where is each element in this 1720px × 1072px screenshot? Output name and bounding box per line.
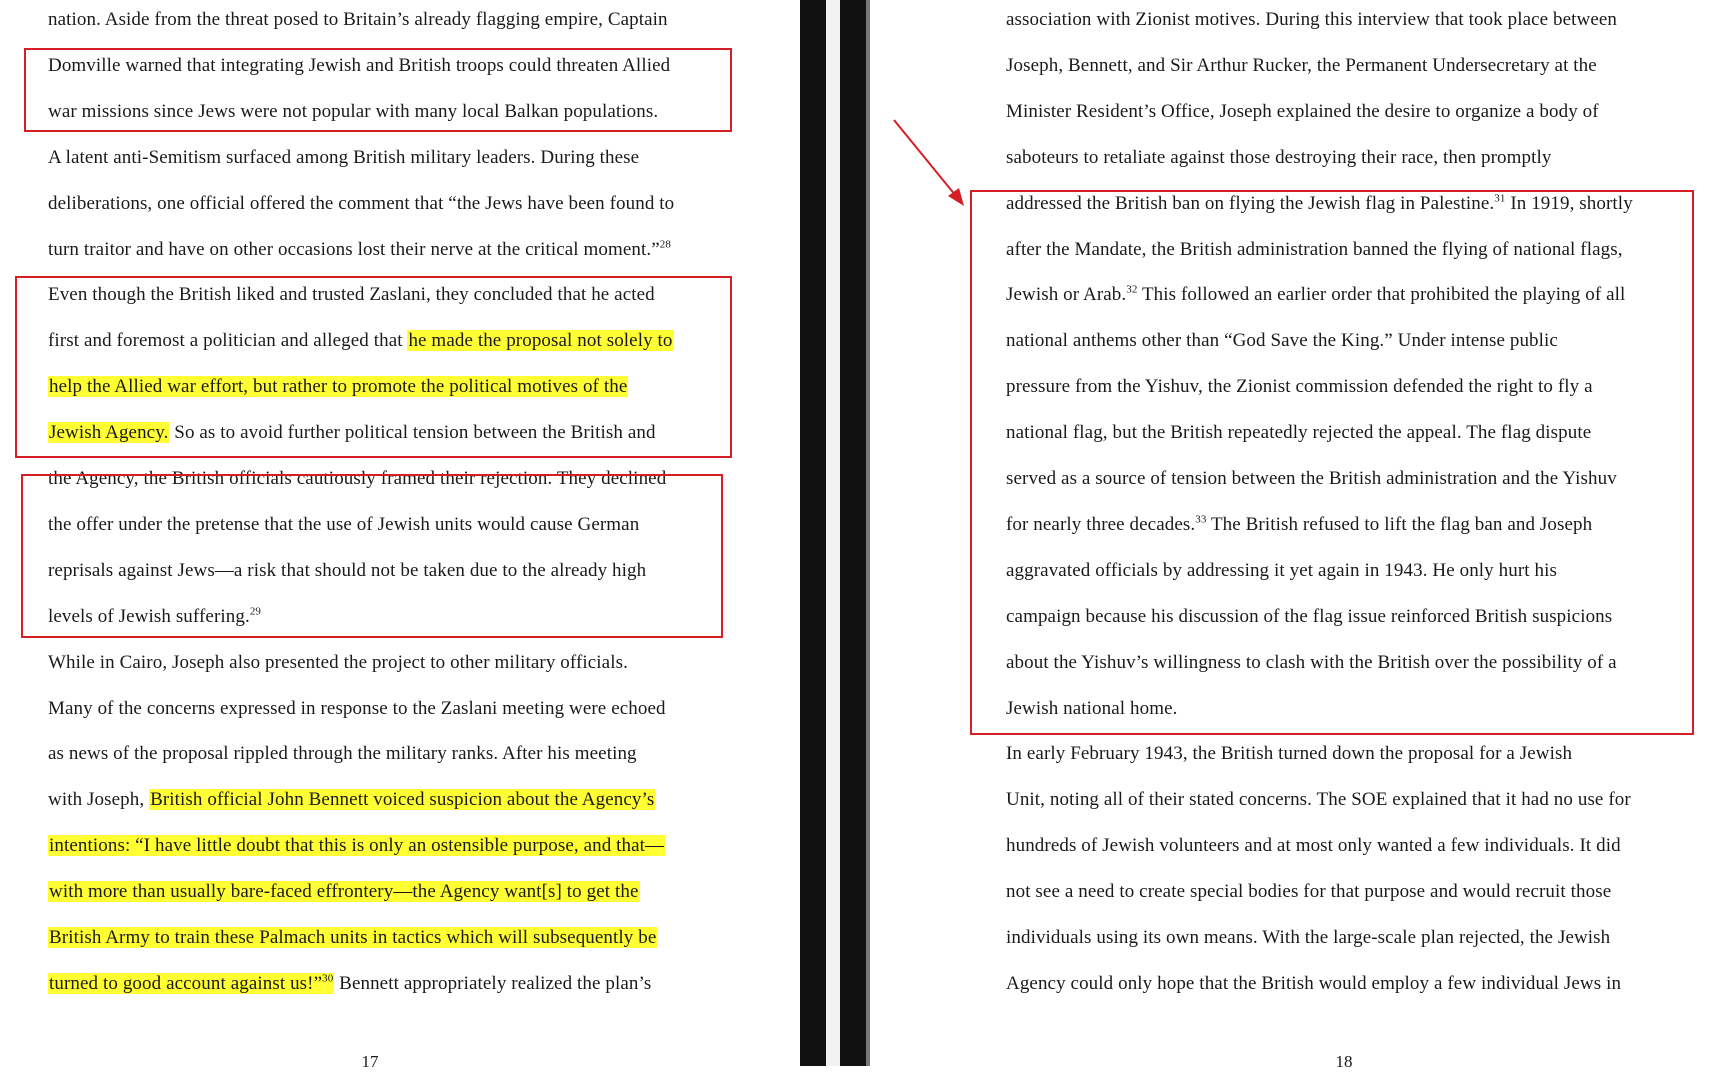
text-line (1006, 880, 1611, 904)
highlighted-text: British official John Bennett voiced suspicion about the Agency’s (150, 789, 655, 811)
text-segment: as news of the proposal rippled through the military ranks. After his meeting (48, 743, 637, 765)
annotation-box-domville (24, 48, 732, 132)
text-segment: This followed an earlier order that prohibited the playing of all (1137, 284, 1626, 306)
footnote-marker: 29 (249, 605, 262, 618)
text-segment: with Joseph, (48, 789, 150, 811)
text-line (48, 8, 668, 32)
text-line (1006, 146, 1551, 170)
text-segment: Unit, noting all of their stated concerns. The SOE explained that it had no use for (1006, 789, 1631, 811)
text-segment: association with Zionist motives. During this interview that took place between (1006, 9, 1618, 30)
annotation-box-zaslani (15, 276, 732, 458)
text-segment: nation. Aside from the threat posed to Britain’s already flagging empire, Captain (48, 9, 668, 30)
highlighted-text: he made the proposal not solely to (408, 330, 673, 352)
text-line (48, 146, 639, 170)
highlighted-text: with more than usually bare-faced effrontery—the Agency want[s] to get the (49, 881, 639, 903)
text-segment: about the Yishuv’s willingness to clash with the British over the possibility of a (1006, 651, 1617, 673)
text-segment: Jewish national home. (1006, 697, 1178, 719)
text-segment: While in Cairo, Joseph also presented the project to other military officials. (48, 651, 628, 673)
text-segment: levels of Jewish suffering. (48, 605, 250, 627)
annotation-arrow-icon (880, 110, 970, 210)
text-segment: reprisals against Jews—a risk that should not be taken due to the already high (48, 559, 647, 581)
right-page (870, 0, 1720, 1071)
text-line (1006, 788, 1631, 812)
text-segment: Joseph, Bennett, and Sir Arthur Rucker, the Permanent Undersecretary at the (1006, 54, 1597, 76)
text-segment: the offer under the pretense that the use of Jewish units would cause German (48, 513, 640, 535)
text-line (48, 192, 674, 216)
text-line (48, 651, 628, 675)
text-segment: A latent anti-Semitism surfaced among British military leaders. During these (48, 146, 640, 168)
annotation-box-agency-rejection (21, 474, 723, 638)
highlighted-text: British Army to train these Palmach units in tactics which will subsequently be (49, 927, 657, 948)
text-segment: deliberations, one official offered the comment that “the Jews have been found to (48, 192, 675, 214)
text-segment: after the Mandate, the British administration banned the flying of national flags, (1006, 238, 1623, 260)
text-segment: Many of the concerns expressed in response to the Zaslani meeting were echoed (48, 697, 666, 719)
footnote-marker: 31 (1494, 192, 1506, 205)
annotation-box-flag-ban (970, 190, 1694, 735)
text-line (48, 834, 665, 858)
text-segment: Minister Resident’s Office, Joseph explained the desire to organize a body of (1006, 100, 1599, 122)
footnote-marker: 28 (659, 238, 671, 251)
text-segment: Bennett appropriately realized the plan’s (334, 972, 652, 994)
highlighted-text: turned to good account against us!” (49, 972, 323, 994)
footnote-marker: 30 (322, 972, 334, 985)
text-segment: national flag, but the British repeatedly rejected the appeal. The flag dispute (1006, 422, 1592, 444)
text-line (48, 742, 637, 766)
text-line (48, 880, 640, 904)
text-line (1006, 8, 1617, 32)
text-segment: campaign because his discussion of the flag issue reinforced British suspicions (1006, 605, 1613, 627)
text-line (48, 926, 657, 950)
book-spine-right (840, 0, 868, 1066)
text-segment: aggravated officials by addressing it yet again in 1943. He only hurt his (1006, 559, 1557, 581)
text-segment: Agency could only hope that the British would employ a few individual Jews in (1006, 972, 1622, 994)
text-segment: Jewish or Arab. (1006, 284, 1127, 306)
text-segment: first and foremost a politician and alleged that (48, 330, 408, 352)
footnote-marker: 32 (1126, 284, 1138, 297)
text-line (48, 697, 666, 721)
text-segment: addressed the British ban on flying the Jewish flag in Palestine. (1006, 192, 1495, 214)
text-line (1006, 834, 1621, 858)
text-segment: the Agency, the British officials cautiously framed their rejection. They declined (48, 468, 667, 489)
text-segment: saboteurs to retaliate against those destroying their race, then promptly (1006, 146, 1552, 168)
page-number-right: 18 (1335, 1052, 1353, 1071)
text-line (48, 972, 651, 996)
text-segment: The British refused to lift the flag ban and Joseph (1206, 513, 1593, 535)
text-line (1006, 742, 1572, 766)
text-segment: turn traitor and have on other occasions lost their nerve at the critical moment.” (48, 238, 660, 260)
highlighted-text: Jewish Agency. (49, 422, 169, 444)
text-line (1006, 972, 1621, 996)
text-line (1006, 100, 1599, 124)
highlighted-text: intentions: “I have little doubt that this is only an ostensible purpose, and that— (49, 835, 665, 857)
text-line (1006, 926, 1610, 950)
text-segment: individuals using its own means. With the large-scale plan rejected, the Jewish (1006, 927, 1611, 948)
text-segment: for nearly three decades. (1006, 513, 1196, 535)
text-segment: hundreds of Jewish volunteers and at most only wanted a few individuals. It did (1006, 835, 1621, 857)
text-segment: national anthems other than “God Save the King.” Under intense public (1006, 330, 1558, 352)
text-segment: pressure from the Yishuv, the Zionist commission defended the right to fly a (1006, 376, 1593, 398)
book-spine-left (800, 0, 826, 1066)
text-segment: Even though the British liked and trusted Zaslani, they concluded that he acted (48, 284, 655, 306)
text-line (48, 788, 655, 812)
page-number-left: 17 (361, 1052, 379, 1071)
highlighted-text-group (48, 973, 334, 994)
text-line (48, 238, 671, 262)
text-segment: not see a need to create special bodies for that purpose and would recruit those (1006, 881, 1612, 903)
highlighted-text: help the Allied war effort, but rather to promote the political motives of the (49, 376, 628, 398)
text-segment: In 1919, shortly (1505, 192, 1633, 214)
text-segment: Domville warned that integrating Jewish and British troops could threaten Allied (48, 54, 671, 76)
text-segment: In early February 1943, the British turned down the proposal for a Jewish (1006, 743, 1573, 765)
text-line (1006, 54, 1597, 78)
text-segment: war missions since Jews were not popular with many local Balkan populations. (48, 100, 659, 122)
left-page (0, 0, 800, 1071)
book-gutter (826, 0, 840, 1066)
text-segment: So as to avoid further political tension between the British and (169, 422, 656, 444)
text-segment: served as a source of tension between the British administration and the Yishuv (1006, 468, 1617, 489)
footnote-marker: 33 (1195, 513, 1207, 526)
